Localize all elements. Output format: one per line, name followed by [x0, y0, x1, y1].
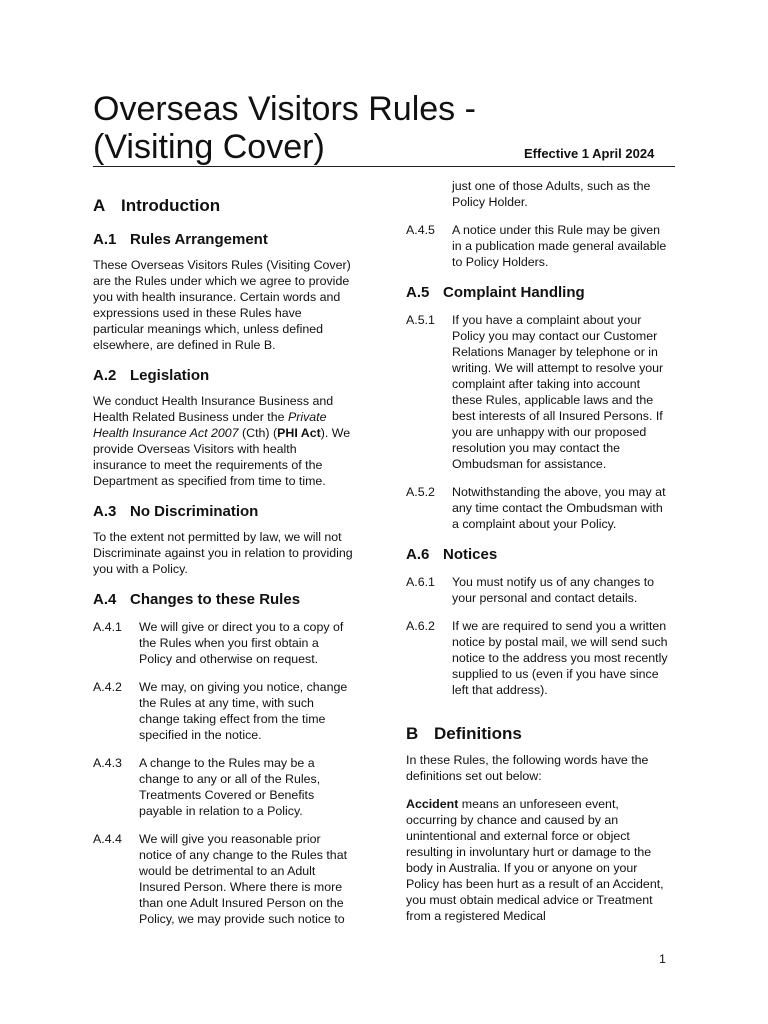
definition-term: Accident — [406, 797, 459, 811]
clause-text: We will give or direct you to a copy of the Rules when you first obtain a Policy and otherwise on request. — [139, 620, 344, 666]
clause-a-4-4-continued — [406, 178, 668, 210]
left-column — [93, 178, 353, 927]
header-divider — [93, 166, 675, 167]
clause-a-6-2 — [406, 618, 668, 698]
clause-text: Notwithstanding the above, you may at any time contact the Ombudsman with a complaint about your Policy. — [452, 485, 666, 531]
clause-text: You must notify us of any changes to your personal and contact details. — [452, 575, 655, 605]
definitions-intro: In these Rules, the following words have the definitions set out below: — [406, 753, 649, 783]
clause-a-4-5 — [406, 222, 668, 270]
clause-number: A.4.5 — [406, 223, 435, 237]
a4-number: A.4 — [93, 591, 117, 608]
a1-number: A.1 — [93, 231, 117, 248]
clause-number: A.5.2 — [406, 485, 435, 499]
clause-a-4-1 — [93, 619, 353, 667]
clause-a-6-1 — [406, 574, 668, 606]
section-a-title: Introduction — [121, 196, 221, 215]
definition-text: means an unforeseen event, occurring by chance and caused by an unintentional and external force or object resulting in involuntary hurt or damage to the body in Australia. If you or anyone on your Policy has been hurt as a result of an Accident, you must obtain medical advice or Treatment from a registered Medical — [406, 797, 664, 923]
page-title-line-2: (Visiting Cover) — [93, 128, 325, 166]
clause-number: A.5.1 — [406, 313, 435, 327]
clause-a-5-1 — [406, 312, 668, 472]
clause-number: A.6.1 — [406, 575, 435, 589]
definition-accident — [406, 796, 668, 924]
clause-a-4-3 — [93, 755, 353, 819]
a2-body-mid: (Cth) ( — [238, 426, 278, 440]
a1-body: These Overseas Visitors Rules (Visiting Cover) are the Rules under which we agree to provide you with health insurance. Certain words and expressions used in these Rules have particular meanings which, unless defined elsewhere, are defined in Rule B. — [93, 258, 351, 352]
page-title — [93, 90, 476, 166]
section-a-number: A — [93, 196, 106, 215]
a6-heading — [406, 546, 668, 564]
clause-number: A.4.3 — [93, 756, 122, 770]
a5-title: Complaint Handling — [443, 284, 585, 301]
section-a-heading — [93, 196, 353, 216]
section-b-title: Definitions — [434, 724, 522, 743]
section-b-heading — [406, 724, 668, 744]
a6-number: A.6 — [406, 546, 430, 563]
a2-number: A.2 — [93, 367, 117, 384]
page-title-line-1: Overseas Visitors Rules - — [93, 90, 476, 128]
clause-number — [406, 178, 452, 210]
section-b-number: B — [406, 724, 419, 743]
clause-text: We will give you reasonable prior notice of any change to the Rules that would be detrimental to an Adult Insured Person. Where there is more than one Adult Insured Person on the Policy, we may provide such notice to — [139, 832, 348, 926]
a6-title: Notices — [443, 546, 498, 563]
a2-act-abbr: PHI Act — [277, 426, 321, 440]
a1-heading — [93, 231, 353, 249]
a4-title: Changes to these Rules — [130, 591, 301, 608]
a1-title: Rules Arrangement — [130, 231, 268, 248]
clause-text: If we are required to send you a written notice by postal mail, we will send such notice to the address you most recently supplied to us (even if you have since left that address). — [452, 619, 668, 697]
a5-heading — [406, 284, 668, 302]
clause-text: A change to the Rules may be a change to any or all of the Rules, Treatments Covered or Benefits payable in relation to a Policy. — [139, 756, 321, 818]
clause-text: A notice under this Rule may be given in a publication made general available to Policy Holders. — [452, 223, 667, 269]
clause-number: A.6.2 — [406, 619, 435, 633]
a3-heading — [93, 503, 353, 521]
page-number: 1 — [659, 952, 666, 966]
clause-number: A.4.1 — [93, 620, 122, 634]
a2-title: Legislation — [130, 367, 210, 384]
clause-text: If you have a complaint about your Policy you may contact our Customer Relations Manager by telephone or in writing. We will attempt to resolve your complaint after taking into account these Rules, applicable laws and the best interests of all Insured Persons. If you are unhappy with our proposed resolution you may contact the Ombudsman for assistance. — [452, 313, 664, 471]
a2-body — [93, 393, 353, 489]
right-column — [406, 178, 668, 924]
clause-number: A.4.2 — [93, 680, 122, 694]
a4-heading — [93, 591, 353, 609]
clause-text: We may, on giving you notice, change the Rules at any time, with such change taking effect from the time specified in the notice. — [139, 680, 348, 742]
effective-date: Effective 1 April 2024 — [524, 146, 655, 161]
a2-body-post: ). We provide Overseas Visitors with health insurance to meet the requirements of the Department as specified from time to time. — [93, 426, 351, 488]
a3-title: No Discrimination — [130, 503, 259, 520]
clause-a-5-2 — [406, 484, 668, 532]
clause-text: just one of those Adults, such as the Policy Holder. — [452, 179, 651, 209]
a3-body: To the extent not permitted by law, we will not Discriminate against you in relation to providing you with a Policy. — [93, 530, 353, 576]
a2-heading — [93, 367, 353, 385]
a2-act-name: Private Health Insurance Act 2007 — [93, 410, 327, 440]
clause-a-4-4 — [93, 831, 353, 927]
a2-body-pre: We conduct Health Insurance Business and Health Related Business under the — [93, 394, 334, 424]
a3-number: A.3 — [93, 503, 117, 520]
a5-number: A.5 — [406, 284, 430, 301]
clause-a-4-2 — [93, 679, 353, 743]
clause-number: A.4.4 — [93, 832, 122, 846]
